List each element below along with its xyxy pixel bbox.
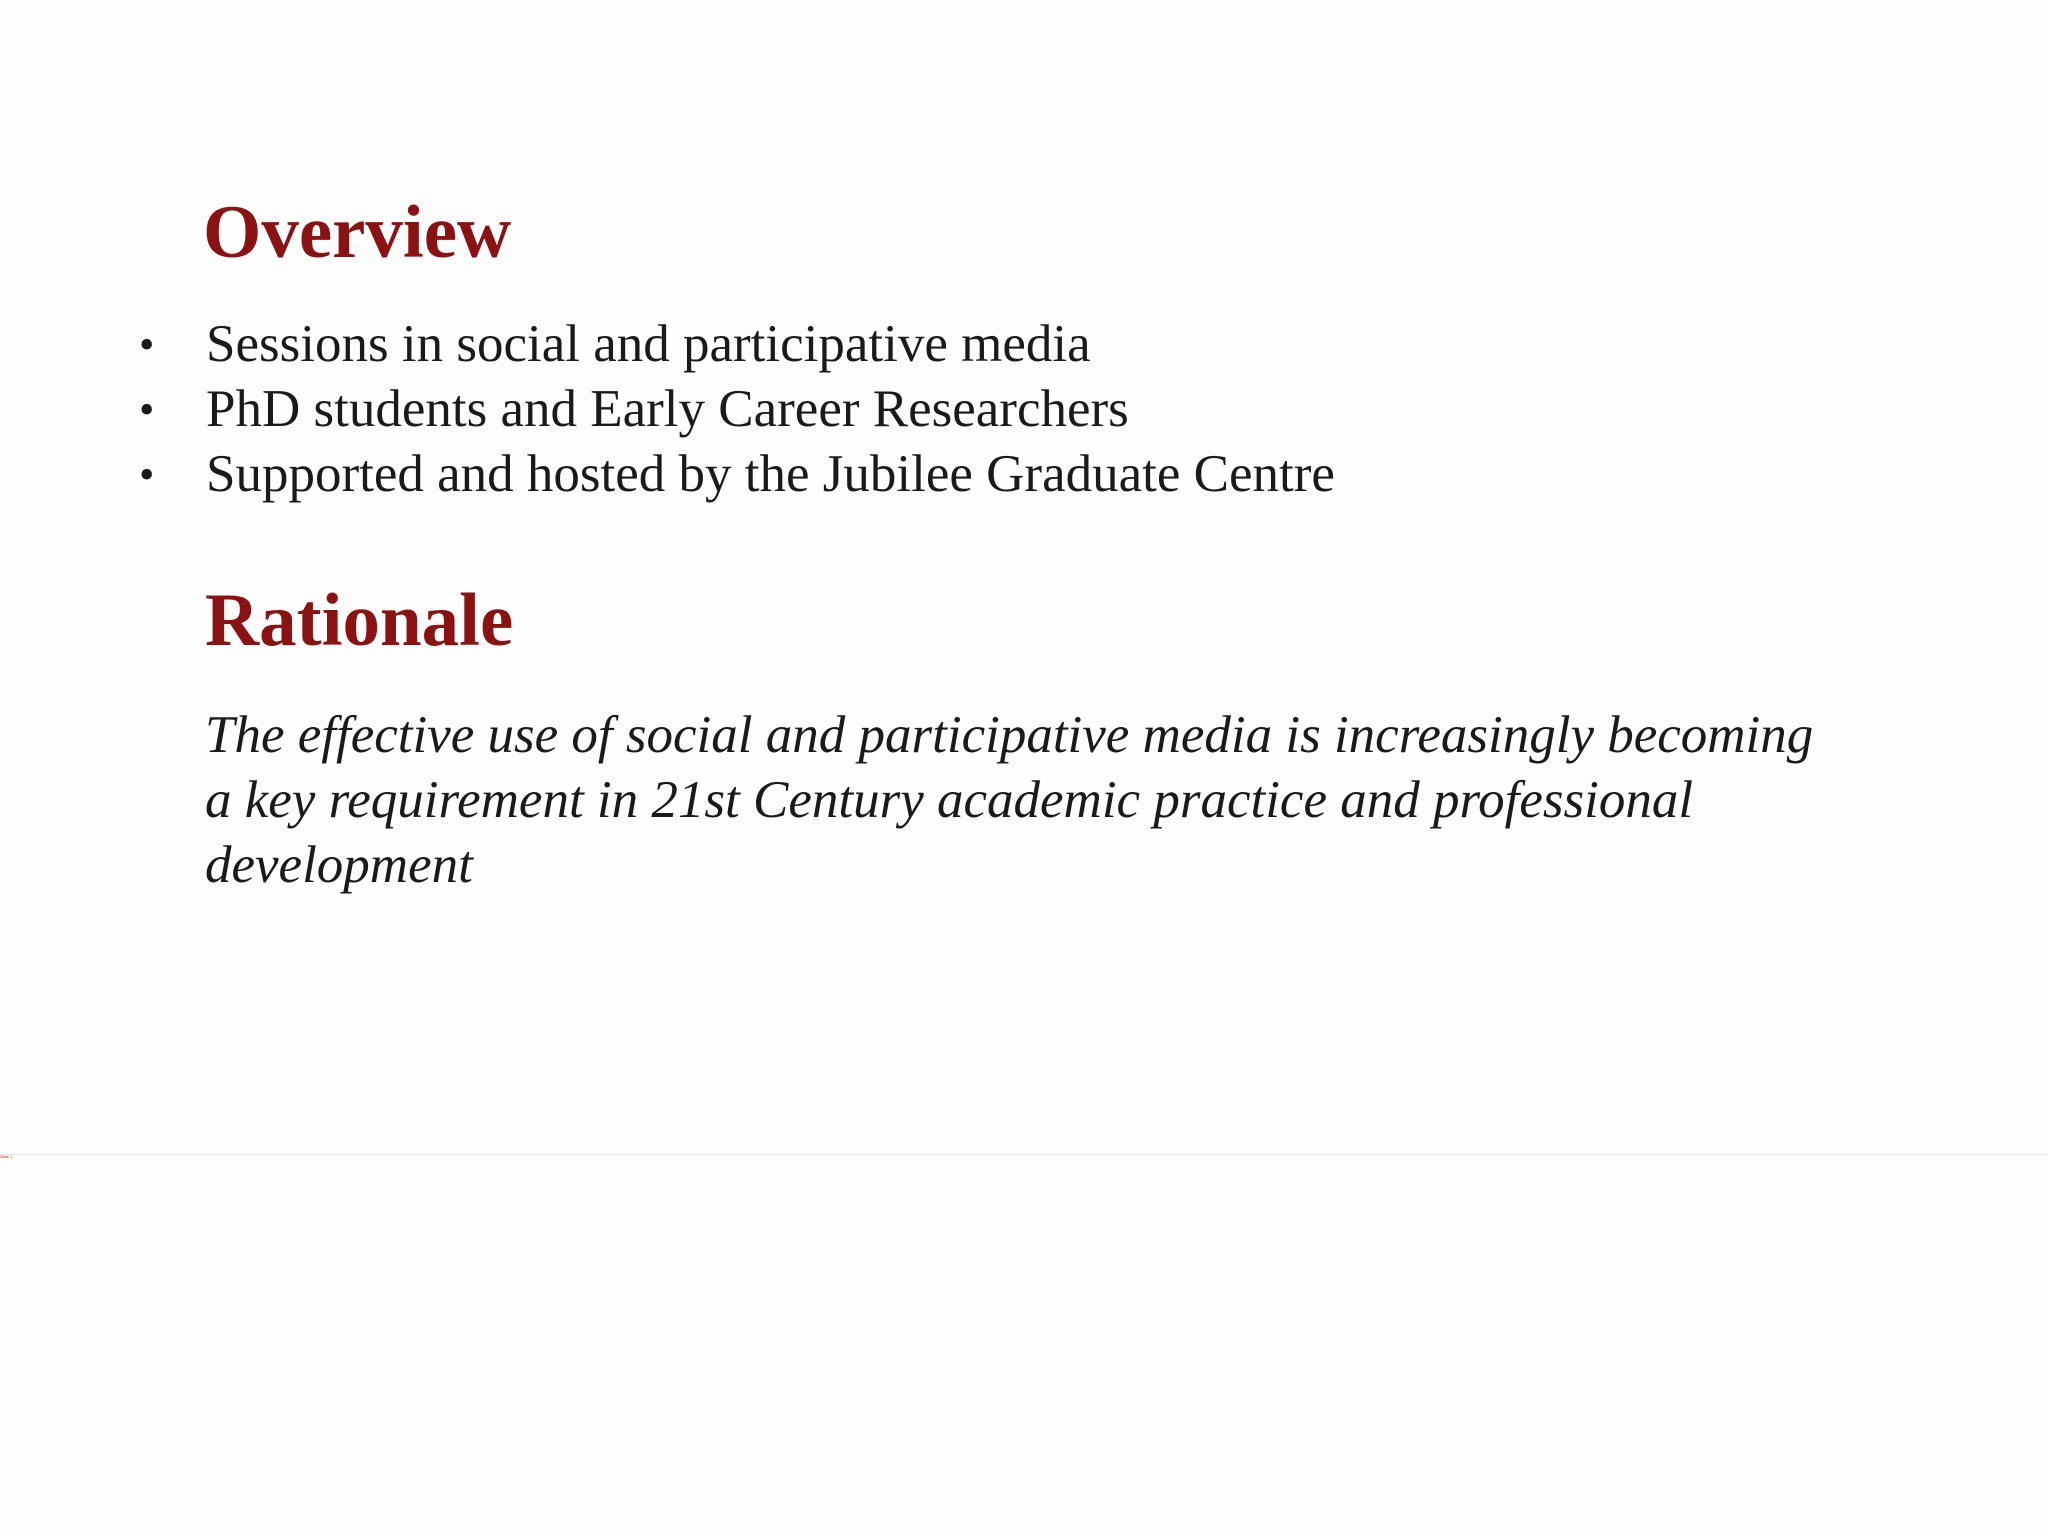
rationale-heading: Rationale bbox=[205, 579, 514, 662]
bullet-dot-icon: • bbox=[139, 320, 155, 369]
overview-heading: Overview bbox=[203, 191, 512, 274]
bullet-dot-icon: • bbox=[139, 385, 155, 434]
footer-mark: Slide 1 bbox=[0, 1154, 13, 1159]
bullet-text: Sessions in social and participative media bbox=[206, 315, 1091, 373]
bullet-text: PhD students and Early Career Researchers bbox=[206, 380, 1129, 438]
bullet-text: Supported and hosted by the Jubilee Graduate Centre bbox=[206, 445, 1335, 503]
slide-divider bbox=[0, 1154, 2048, 1155]
rationale-body-text: The effective use of social and participative media is increasingly becoming a key requirement in 21st Century academic practice and professional development bbox=[205, 706, 1814, 894]
bullet-dot-icon: • bbox=[139, 450, 155, 499]
